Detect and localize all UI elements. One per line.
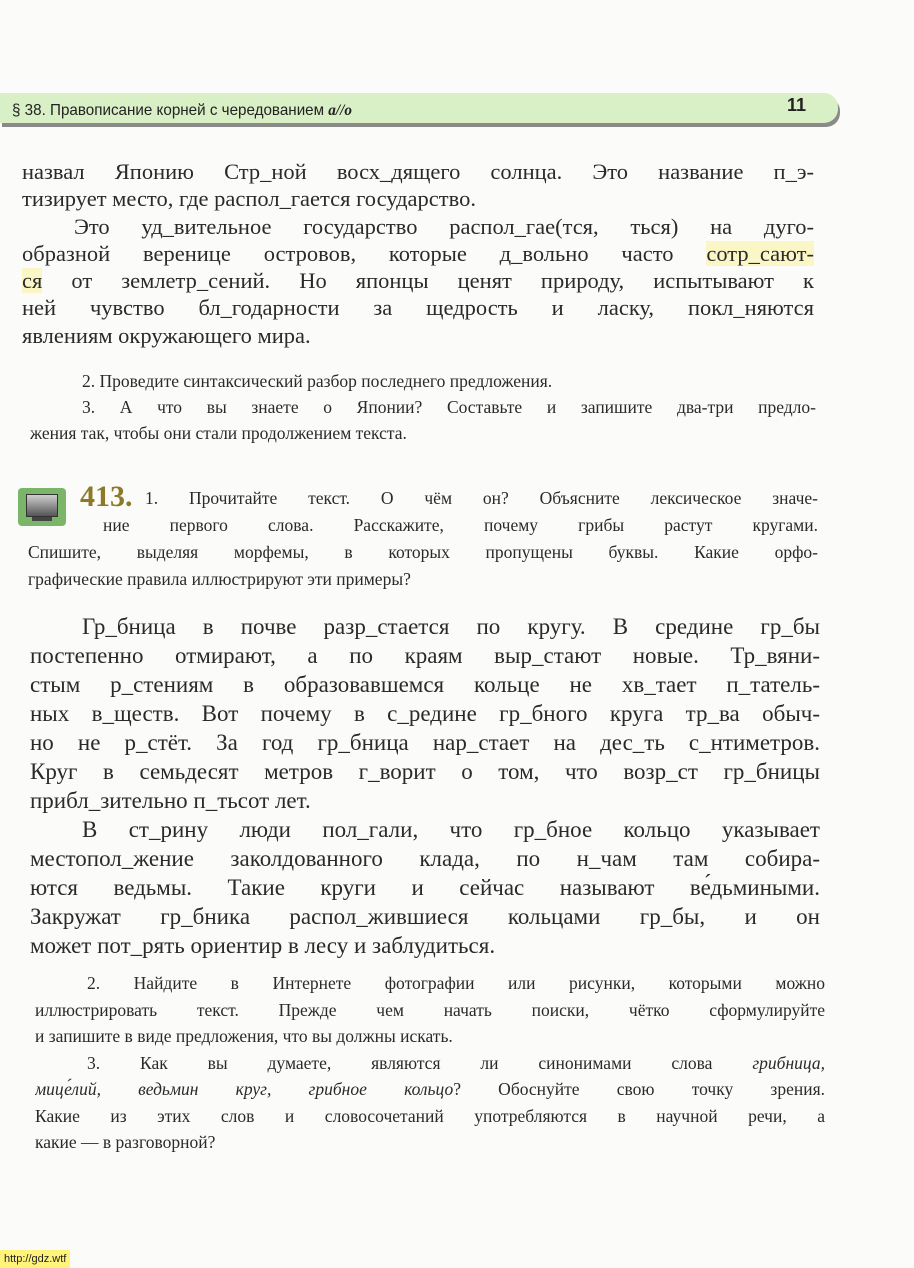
text-segment: ? Обоснуйте свою точку зрения. xyxy=(453,1079,825,1099)
text-segment: какие — в разговорной? xyxy=(35,1132,216,1152)
text-segment: Закружат гр_бника распол_жившиеся кольцами гр_бы, и он xyxy=(30,904,820,929)
text-segment: Гр_бница в почве разр_стается по кругу. В средине гр_бы xyxy=(82,614,820,639)
text-segment: ние первого слова. Расскажите, почему грибы растут кругами. xyxy=(103,515,818,535)
text-line xyxy=(28,539,818,566)
highlighted-text: сотр_сают- xyxy=(706,240,814,266)
text-segment: явлениям окружающего мира. xyxy=(22,322,311,348)
text-line xyxy=(30,728,820,757)
text-segment: иллюстрировать текст. Прежде чем начать поиски, чётко сформулируйте xyxy=(35,999,825,1020)
text-segment: постепенно отмирают, а по краям выр_стают новые. Тр_вяни- xyxy=(30,643,820,668)
text-segment: жения так, чтобы они стали продолжением текста. xyxy=(30,423,407,443)
text-line xyxy=(35,1050,825,1077)
text-line xyxy=(22,185,814,212)
text-line xyxy=(28,566,818,593)
text-line xyxy=(30,786,820,815)
text-segment: Какие из этих слов и словосочетаний употребляются в научной речи, а xyxy=(35,1105,825,1126)
text-line xyxy=(30,757,820,786)
exercise-instructions xyxy=(28,485,818,593)
text-line xyxy=(30,612,820,641)
text-line xyxy=(30,844,820,873)
text-line xyxy=(30,931,820,960)
text-line xyxy=(22,240,814,267)
text-segment: ных в_ществ. Вот почему в с_редине гр_бного круга тр_ва обыч- xyxy=(30,701,820,726)
text-line xyxy=(30,394,816,420)
text-line xyxy=(30,815,820,844)
text-line xyxy=(22,322,814,349)
text-segment: и запишите в виде предложения, что вы должны искать. xyxy=(35,1026,453,1046)
text-line xyxy=(22,158,814,185)
text-line xyxy=(22,294,814,321)
text-passage-japan xyxy=(22,158,814,349)
text-segment: графические правила иллюстрируют эти примеры? xyxy=(28,569,411,589)
text-line xyxy=(35,1023,825,1050)
text-line xyxy=(35,1076,825,1103)
section-title-text: § 38. Правописание корней с чередованием xyxy=(12,102,329,119)
text-line xyxy=(35,970,825,997)
highlighted-text: ся xyxy=(22,268,43,294)
text-line xyxy=(30,420,816,446)
text-segment: тизирует место, где распол_гается государство. xyxy=(22,186,476,212)
text-segment: Круг в семьдесят метров г_ворит о том, что возр_ст гр_бницы xyxy=(30,759,820,784)
italic-text: грибница, xyxy=(752,1052,825,1073)
exercise-number: 413. xyxy=(80,480,133,513)
text-segment: ней чувство бл_годарности за щедрость и ласку, покл_няются xyxy=(22,295,814,321)
text-line xyxy=(22,213,814,240)
text-line xyxy=(35,1129,825,1156)
italic-text: мице́лий, ведьмин круг, грибное кольцо xyxy=(35,1079,454,1099)
text-segment: от землетр_сений. Но японцы ценят природу, испытывают к xyxy=(42,268,814,294)
text-line xyxy=(30,699,820,728)
text-line xyxy=(30,670,820,699)
text-line xyxy=(30,641,820,670)
text-segment: 1. Прочитайте текст. О чём он? Объясните лексическое значе- xyxy=(145,488,818,508)
text-passage-mycelium xyxy=(30,612,820,960)
text-segment: прибл_зительно п_тьсот лет. xyxy=(30,788,311,813)
page-number: 11 xyxy=(787,95,807,115)
section-title-italic: а//о xyxy=(328,102,352,119)
text-segment: ются ведьмы. Такие круги и сейчас называют ве́дьмиными. xyxy=(30,875,820,900)
text-segment: образной веренице островов, которые д_вольно часто xyxy=(22,240,707,266)
text-segment: стым р_стениям в образовавшемся кольце не хв_тает п_татель- xyxy=(30,672,820,697)
tasks-japan xyxy=(30,368,816,446)
text-segment: 2. Проведите синтаксический разбор последнего предложения. xyxy=(82,371,553,391)
text-line xyxy=(28,485,818,512)
text-segment: назвал Японию Стр_ной восх_дящего солнца. Это название п_э- xyxy=(22,159,814,184)
text-segment: Спишите, выделяя морфемы, в которых пропущены буквы. Какие орфо- xyxy=(28,542,818,562)
text-line xyxy=(30,873,820,902)
watermark-link[interactable]: http://gdz.wtf xyxy=(0,1250,70,1268)
text-segment: 3. А что вы знаете о Японии? Составьте и запишите два-три предло- xyxy=(82,397,816,417)
text-segment: Это уд_вительное государство распол_гае(тся, ться) на дуго- xyxy=(74,213,814,239)
text-line xyxy=(22,267,814,294)
text-line xyxy=(30,368,816,394)
section-title xyxy=(12,102,352,120)
section-header-bar xyxy=(0,93,838,123)
text-segment: может пот_рять ориентир в лесу и заблудиться. xyxy=(30,933,496,958)
tasks-mycelium xyxy=(35,970,825,1156)
text-line xyxy=(35,997,825,1024)
text-segment: но не р_стёт. За год гр_бница нар_стает на дес_ть с_нтиметров. xyxy=(30,730,820,755)
text-segment: В ст_рину люди пол_гали, что гр_бное кольцо указывает xyxy=(82,817,820,842)
text-segment: 2. Найдите в Интернете фотографии или рисунки, которыми можно xyxy=(87,973,825,993)
text-line xyxy=(35,1103,825,1130)
text-line xyxy=(28,512,818,539)
text-line xyxy=(30,902,820,931)
text-segment: 3. Как вы думаете, являются ли синонимами слова xyxy=(87,1052,753,1073)
text-segment: местопол_жение заколдованного клада, по н_чам там собира- xyxy=(30,846,820,871)
